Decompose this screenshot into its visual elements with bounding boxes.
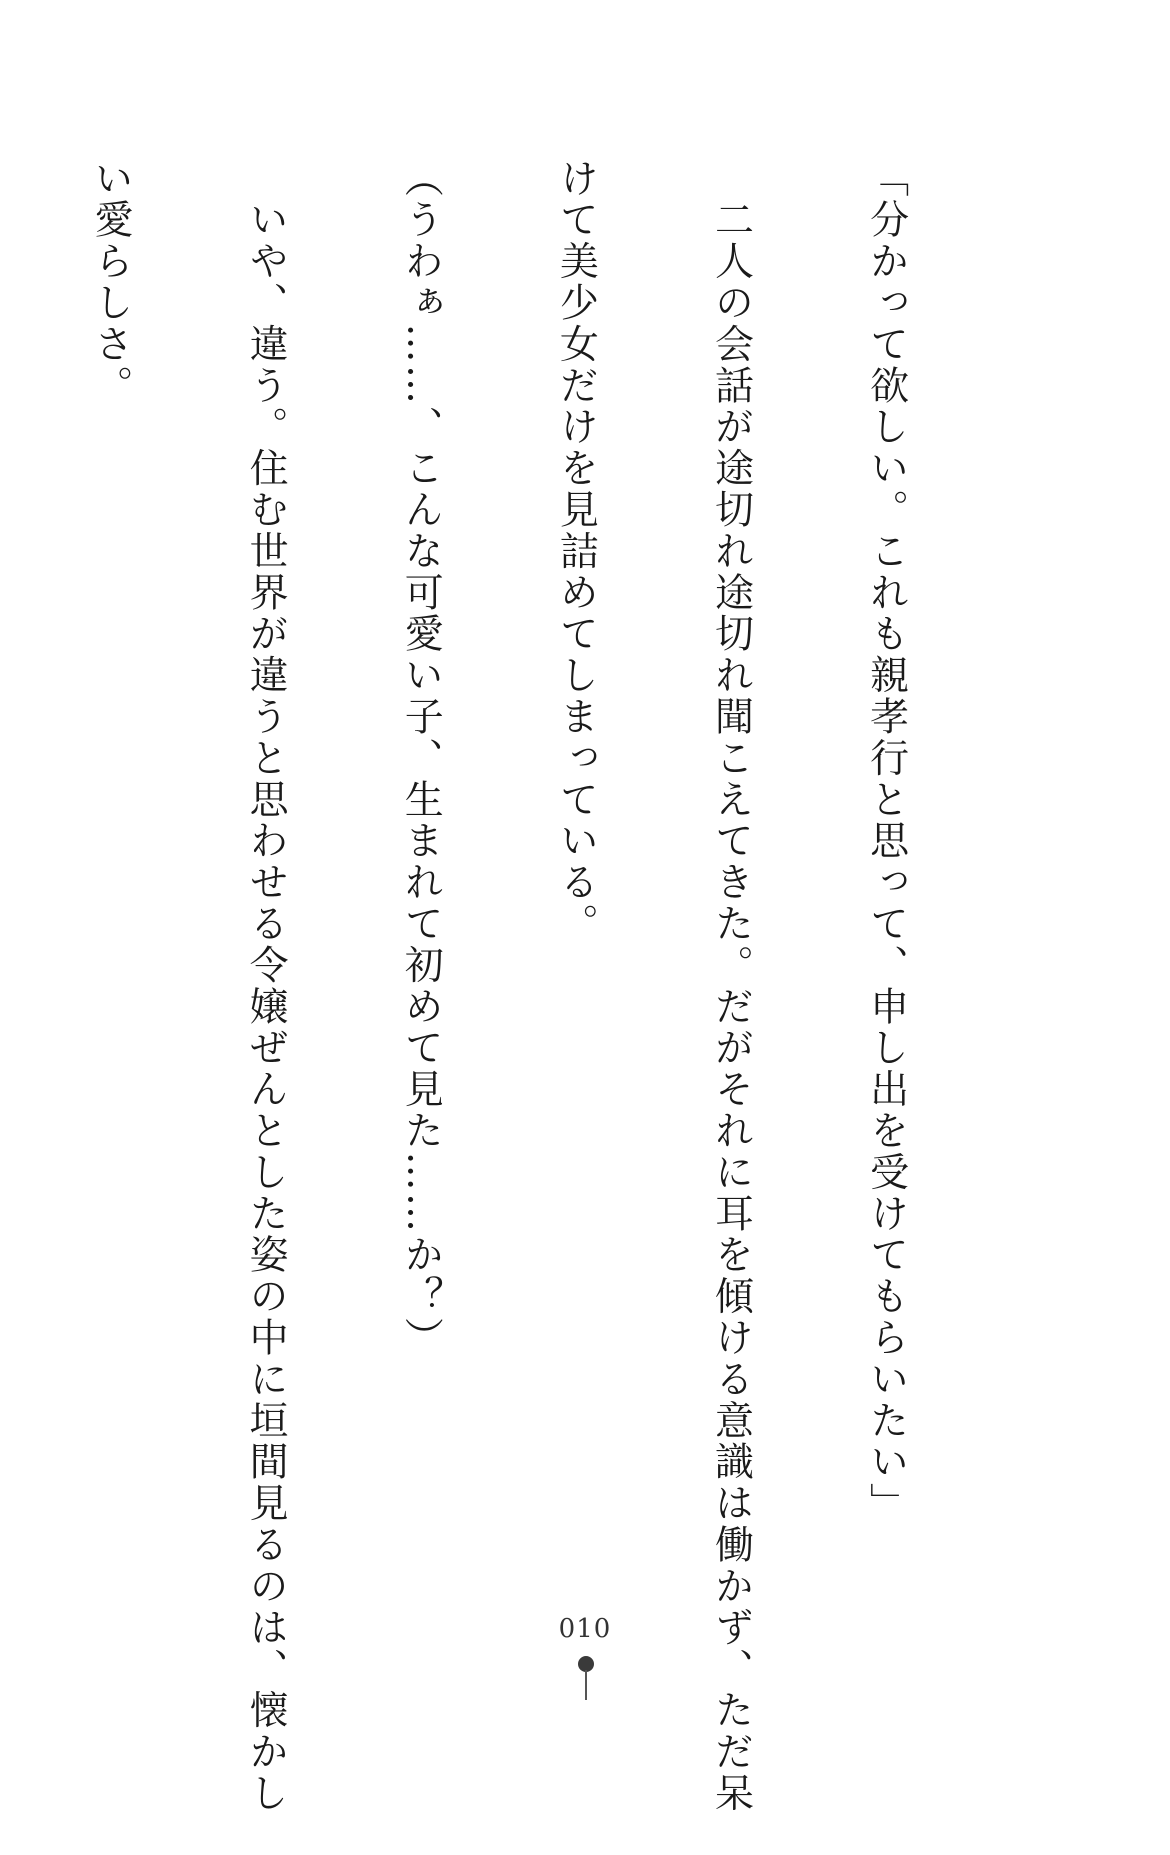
text-line: いや、違う。住む世界が違うと思わせる令嬢ぜんとした姿の中に垣間見るのは、懐かし <box>243 158 289 1814</box>
page-number: 010 <box>558 1614 612 1644</box>
ornament-stem <box>585 1670 587 1700</box>
page-ornament-icon <box>578 1656 594 1700</box>
text-line: 「分かって欲しい。これも親孝行と思って、申し出を受けてもらいたい」 <box>863 158 909 1525</box>
text-line: い愛らしさ。 <box>88 158 134 407</box>
text-line: けて美少女だけを見詰めてしまっている。 <box>553 158 599 945</box>
text-line: （うわぁ……、こんな可愛い子、生まれて初めて見た……か？） <box>398 158 444 1359</box>
text-line: 二人の会話が途切れ途切れ聞こえてきた。だがそれに耳を傾ける意識は働かず、ただ呆 <box>708 158 754 1815</box>
